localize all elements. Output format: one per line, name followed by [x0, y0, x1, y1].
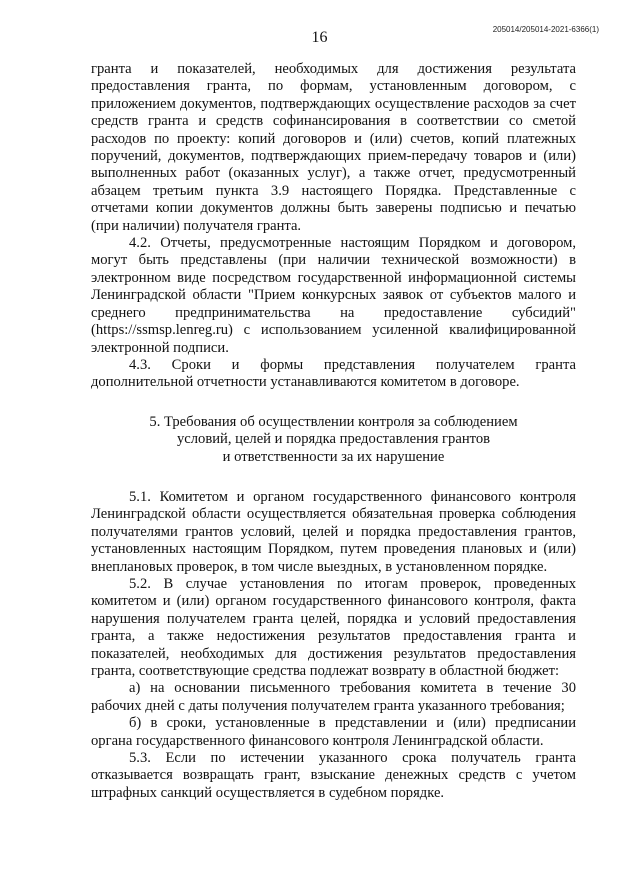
page-number: 16 [311, 29, 328, 46]
paragraph-5-2-a: а) на основании письменного требования комитета в течение 30 рабочих дней с даты получения получателем гранта указанного требования; [91, 680, 576, 714]
paragraph-5-3: 5.3. Если по истечении указанного срока получатель гранта отказывается возвращать грант, взыскание денежных средств с учетом штрафных санкций осуществляется в судебном порядке. [91, 750, 576, 801]
paragraph-5-2: 5.2. В случае установления по итогам проверок, проведенных комитетом и (или) органом государственного финансового контроля, факта нарушения получателем гранта целей, порядка и условий предоставления гранта, а также недостижения результатов предоставления гранта и показателей, необходимых для достижения результатов предоставления гранта, соответствующие средства подлежат возврату в областной бюджет: [91, 575, 576, 679]
paragraph-4-2: 4.2. Отчеты, предусмотренные настоящим Порядком и договором, могут быть представлены (при наличии технической возможности) в электронном виде посредством государственной информационной системы Ленинградской области "Прием конкурсных заявок от субъектов малого и среднего предпринимательства на предоставление субсидий" (https://ssmsp.lenreg.ru) с использованием усиленной квалифицированной электронной подписи. [91, 235, 576, 356]
paragraph-4-3: 4.3. Сроки и формы представления получателем гранта дополнительной отчетности устанавливаются комитетом в договоре. [91, 356, 576, 391]
document-body [91, 61, 576, 802]
document-id: 205014/205014-2021-6366(1) [492, 25, 599, 34]
section-5-heading-line-1: 5. Требования об осуществлении контроля за соблюдением [149, 413, 518, 430]
paragraph-5-1: 5.1. Комитетом и органом государственного финансового контроля Ленинградской области осуществляется обязательная проверка соблюдения получателями грантов условий, целей и порядка предоставления грантов, установленных настоящим Порядком, путем проведения плановых и (или) внеплановых проверок, в том числе выездных, в установленном порядке. [91, 488, 576, 575]
section-5-heading-line-3: и ответственности за их нарушение [222, 448, 445, 465]
section-5-heading [91, 414, 576, 466]
paragraph-5-2-b: б) в сроки, установленные в представлении и (или) предписании органа государственного финансового контроля Ленинградской области. [91, 715, 576, 749]
paragraph-continuation: гранта и показателей, необходимых для достижения результата предоставления гранта, по формам, установленным договором, с приложением документов, подтверждающих осуществление расходов за счет средств гранта и средств софинансирования в соответствии со сметой расходов по проекту: копий договоров и (или) счетов, копий платежных поручений, документов, подтверждающих прием-передачу товаров и (или) выполненных работ (оказанных услуг), а также отчет, предусмотренный абзацем третьим пункта 3.9 настоящего Порядка. Представленные с отчетами копии документов должны быть заверены подписью и печатью (при наличии) получателя гранта. [91, 61, 576, 234]
section-5-heading-line-2: условий, целей и порядка предоставления грантов [176, 431, 491, 448]
